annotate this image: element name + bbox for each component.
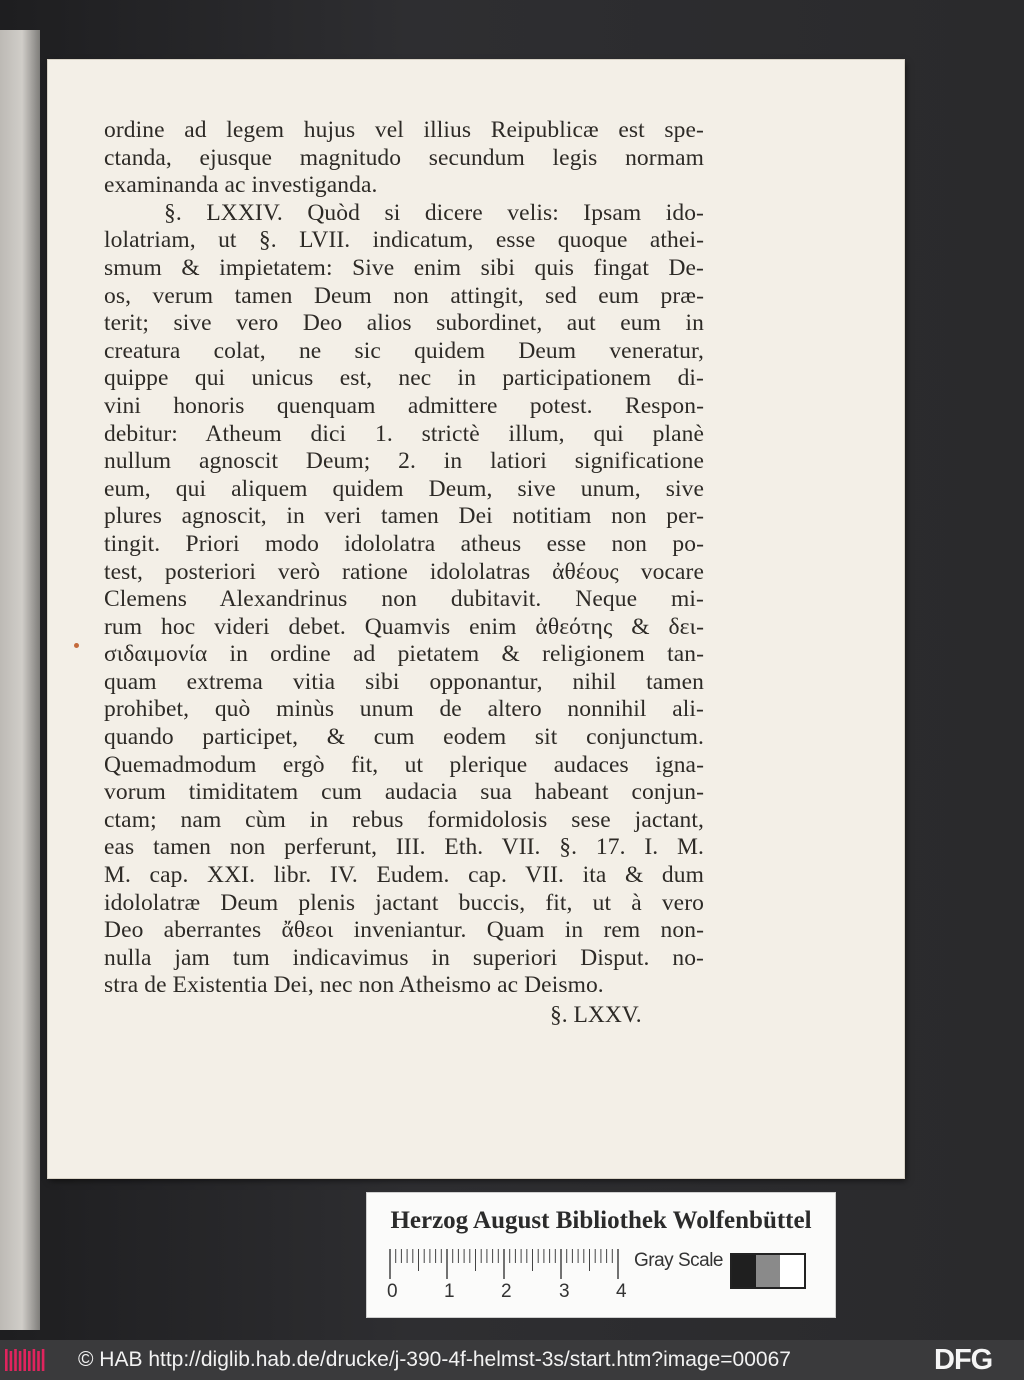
text-line: Quemadmodum ergò fit, ut plerique audaces igna- bbox=[104, 751, 704, 778]
hab-logo-icon bbox=[5, 1349, 47, 1371]
text-line: quam extrema vitia sibi opponantur, nihil tamen bbox=[104, 668, 704, 695]
text-line: eum, qui aliquem quidem Deum, sive unum, sive bbox=[104, 475, 704, 502]
text-line: nullum agnoscit Deum; 2. in latiori significatione bbox=[104, 448, 704, 475]
logo-bar bbox=[37, 1351, 40, 1371]
text-line: nulla jam tum indicavimus in superiori Disput. no- bbox=[104, 944, 704, 971]
text-line: vorum timiditatem cum audacia sua habeant conjun- bbox=[104, 779, 704, 806]
text-line: σιδαιμονία in ordine ad pietatem & religionem tan- bbox=[104, 641, 704, 668]
dfg-logo: DFG bbox=[934, 1344, 993, 1376]
catchword: §. LXXV. bbox=[550, 1002, 642, 1028]
ruler-number-4: 4 bbox=[616, 1281, 627, 1302]
text-line: os, verum tamen Deum non attingit, sed eum præ- bbox=[104, 282, 704, 309]
text-line: Deo aberrantes ἄθεοι inveniantur. Quam in rem non- bbox=[104, 917, 704, 944]
swatch-dark bbox=[732, 1255, 756, 1287]
logo-bar bbox=[10, 1351, 13, 1371]
ruler-number-3: 3 bbox=[559, 1281, 570, 1302]
text-line: ordine ad legem hujus vel illius Reipublicæ est spe- bbox=[104, 117, 704, 143]
text-line: ctam; nam cùm in rebus formidolosis sese jactant, bbox=[104, 806, 704, 833]
text-line: debitur: Atheum dici 1. strictè illum, qui planè bbox=[104, 420, 704, 447]
text-line: test, posteriori verò ratione idololatras ἀθέους vocare bbox=[104, 558, 704, 585]
ruler bbox=[389, 1245, 619, 1281]
page-text bbox=[104, 117, 704, 1000]
copyright-url[interactable]: © HAB http://diglib.hab.de/drucke/j-390-4f-helmst-3s/start.htm?image=00067 bbox=[78, 1348, 791, 1371]
text-line: ctanda, ejusque magnitudo secundum legis normam bbox=[104, 144, 704, 171]
text-line: tingit. Priori modo idololatra atheus esse non po- bbox=[104, 530, 704, 557]
text-line: Clemens Alexandrinus non dubitavit. Neque mi- bbox=[104, 586, 704, 613]
text-line: idololatræ Deum plenis jactant buccis, fit, ut à vero bbox=[104, 889, 704, 916]
facing-page-edge bbox=[0, 30, 40, 1330]
text-line: rum hoc videri debet. Quamvis enim ἀθεότης & δει- bbox=[104, 613, 704, 640]
logo-bar bbox=[33, 1349, 36, 1371]
ruler-number-2: 2 bbox=[501, 1281, 512, 1302]
logo-bar bbox=[23, 1349, 26, 1371]
text-line: smum & impietatem: Sive enim sibi quis fingat De- bbox=[104, 254, 704, 281]
logo-bar bbox=[19, 1351, 22, 1371]
text-line: terit; sive vero Deo alios subordinet, aut eum in bbox=[104, 310, 704, 337]
text-line: plures agnoscit, in veri tamen Dei notitiam non per- bbox=[104, 503, 704, 530]
ruler-number-1: 1 bbox=[444, 1281, 455, 1302]
book-page bbox=[48, 60, 904, 1178]
text-line: quando participet, & cum eodem sit conjunctum. bbox=[104, 724, 704, 751]
text-line: §. LXXIV. Quòd si dicere velis: Ipsam ido- bbox=[164, 199, 704, 226]
ruler-numbers bbox=[379, 1281, 639, 1303]
logo-bar bbox=[5, 1349, 8, 1371]
text-line: M. cap. XXI. libr. IV. Eudem. cap. VII. ita & dum bbox=[104, 862, 704, 889]
text-line: lolatriam, ut §. LVII. indicatum, esse quoque athei- bbox=[104, 227, 704, 254]
text-line: prohibet, quò minùs unum de altero nonnihil ali- bbox=[104, 696, 704, 723]
gray-scale-label: Gray Scale bbox=[634, 1250, 723, 1271]
logo-bar bbox=[28, 1351, 31, 1371]
ruler-ticks bbox=[389, 1245, 619, 1281]
scale-card bbox=[366, 1192, 836, 1318]
text-line: quippe qui unicus est, nec in participationem di- bbox=[104, 365, 704, 392]
text-line: creatura colat, ne sic quidem Deum veneratur, bbox=[104, 337, 704, 364]
logo-bar bbox=[14, 1349, 17, 1371]
swatch-light bbox=[780, 1255, 804, 1287]
swatch-mid bbox=[756, 1255, 780, 1287]
text-line: vini honoris quenquam admittere potest. Respon- bbox=[104, 392, 704, 419]
footer-bar bbox=[0, 1340, 1024, 1380]
text-line: eas tamen non perferunt, III. Eth. VII. §. 17. I. M. bbox=[104, 834, 704, 861]
text-line: examinanda ac investiganda. bbox=[104, 172, 378, 199]
text-line: stra de Existentia Dei, nec non Atheismo ac Deismo. bbox=[104, 972, 604, 999]
gray-scale-swatches bbox=[730, 1253, 806, 1289]
logo-bar bbox=[42, 1349, 45, 1371]
ruler-number-0: 0 bbox=[387, 1281, 398, 1302]
library-title: Herzog August Bibliothek Wolfenbüttel bbox=[390, 1207, 812, 1234]
margin-dot bbox=[74, 643, 79, 648]
